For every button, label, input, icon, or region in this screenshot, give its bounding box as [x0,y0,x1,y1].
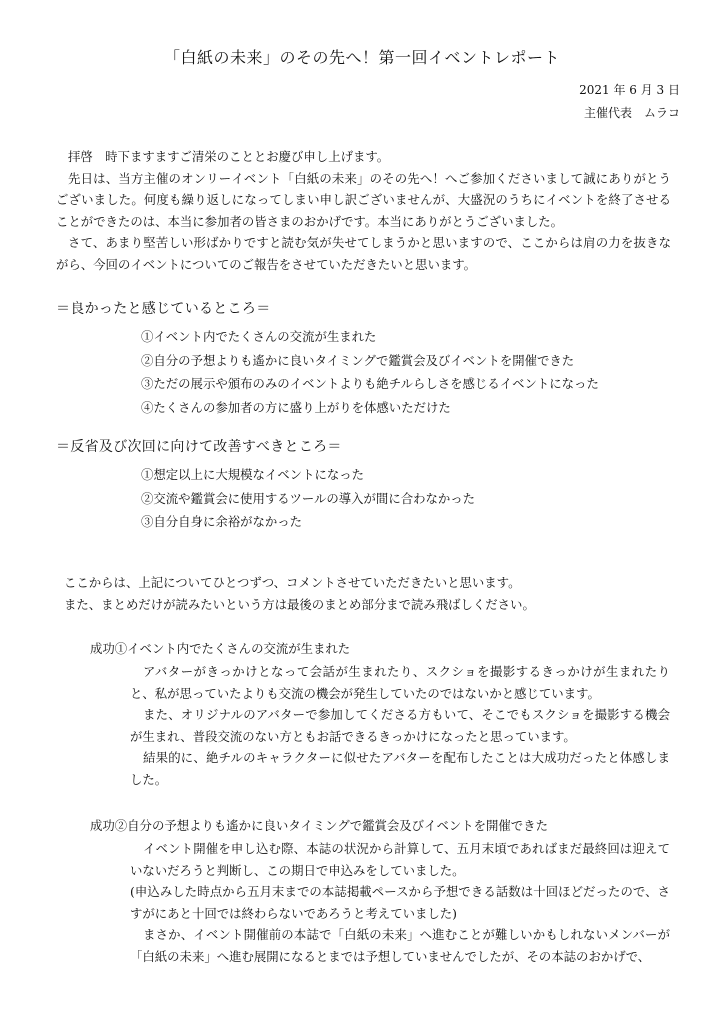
success2-note: (申込みした時点から五月末までの本誌掲載ペースから予想できる話数は十回ほどだったので、さすがにあと十回では終わらないであろうと考えていました) [130,884,670,921]
success2-body [130,838,670,967]
document-author: 主催代表 ムラコ [583,106,680,120]
good-points-heading: ＝良かったと感じているところ＝ [56,301,271,317]
good-points-list [141,325,599,419]
success1-heading: 成功①イベント内でたくさんの交流が生まれた [90,641,351,656]
intro-thanks-paragraph: 先日は、当方主催のオンリーイベント「白紙の未来」のその先へ！へご参加くださいまして誠にありがとうございました。何度も繰り返しになってしまい申し訳ございませんが、大盛況のうちにイベントを終了させることができたのは、本当に参加者の皆さまのおかげです。本当にありがとうございました。 [56,170,671,229]
success2-paragraph: まさか、イベント開催前の本誌で「白紙の未来」へ進むことが難しいかもしれないメンバーが「白紙の未来」へ進む展開になるとまでは予想していませんでしたが、その本誌のおかげで、 [130,927,670,964]
document-meta [579,79,680,125]
transition-line: また、まとめだけが読みたいという方は最後のまとめ部分まで読み飛ばしください。 [64,596,535,612]
intro-section [56,146,671,275]
list-item: ③ただの展示や頒布のみのイベントよりも絶チルらしさを感じるイベントになった [141,376,599,391]
success2-heading: 成功②自分の予想よりも遙かに良いタイミングで鑑賞会及びイベントを開催できた [90,818,548,833]
success1-body [130,661,670,790]
intro-purpose-paragraph: さて、あまり堅苦しい形ばかりですと読む気が失せてしまうかと思いますので、ここからは肩の力を抜きながら、今回のイベントについてのご報告をさせていただきたいと思います。 [56,235,671,272]
success2-paragraph: イベント開催を申し込む際、本誌の状況から計算して、五月末頃であればまだ最終回は迎えていないだろうと判断し、この期日で申込みをしていました。 [130,841,670,878]
document-date: 2021 年 6 月 3 日 [579,83,680,97]
success1-paragraph: 結果的に、絶チルのキャラクターに似せたアバターを配布したことは大成功だったと体感しました。 [130,750,670,787]
list-item: ②交流や鑑賞会に使用するツールの導入が間に合わなかった [141,490,476,506]
document-title: 「白紙の未来」のその先へ！第一回イベントレポート [163,48,560,67]
transition-line: ここからは、上記についてひとつずつ、コメントさせていただきたいと思います。 [64,575,521,590]
list-item: ③自分自身に余裕がなかった [141,514,303,529]
reflection-list [141,463,475,534]
list-item: ④たくさんの参加者の方に盛り上がりを体感いただけた [141,399,451,415]
transition-section [64,572,679,615]
reflection-heading: ＝反省及び次回に向けて改善すべきところ＝ [56,439,342,455]
success1-paragraph: アバターがきっかけとなって会話が生まれたり、スクショを撮影するきっかけが生まれたりと、私が思っていたよりも交流の機会が発生していたのではないかと感じています。 [130,664,670,701]
intro-greeting: 拝啓 時下ますますご清栄のこととお慶び申し上げます。 [68,149,390,164]
list-item: ①イベント内でたくさんの交流が生まれた [141,329,377,344]
list-item: ①想定以上に大規模なイベントになった [141,467,365,482]
success1-paragraph: また、オリジナルのアバターで参加してくださる方もいて、そこでもスクショを撮影する機会が生まれ、普段交流のない方ともお話できるきっかけになったと思っています。 [130,707,670,744]
list-item: ②自分の予想よりも遙かに良いタイミングで鑑賞会及びイベントを開催できた [141,352,575,368]
